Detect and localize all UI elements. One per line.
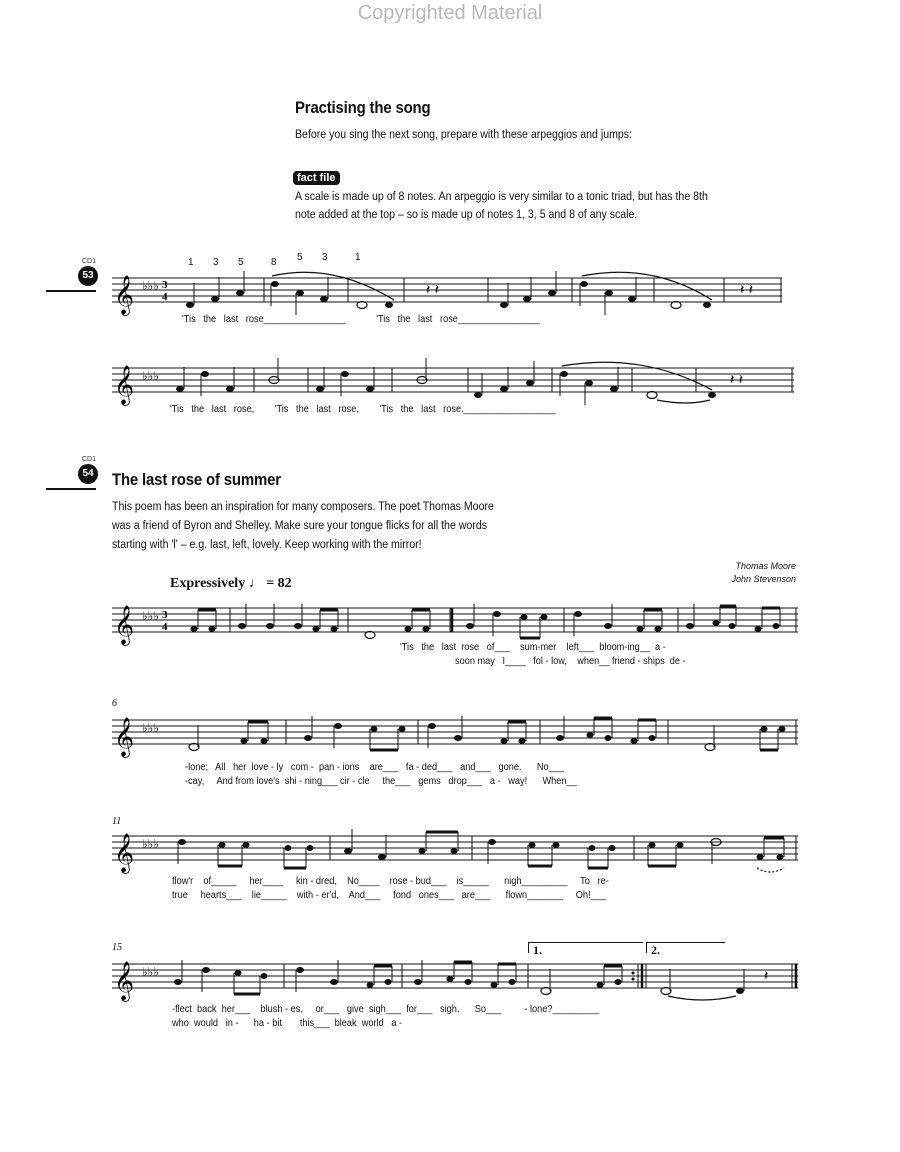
svg-text:♭♭♭: ♭♭♭ bbox=[142, 369, 159, 383]
svg-text:𝄞: 𝄞 bbox=[114, 833, 135, 873]
lyrics-arpeggio-2: 'Tis the last rose, 'Tis the last rose, 'Tis the last rose.__________________ bbox=[170, 404, 556, 415]
lyrics-system-1-verse-1: 'Tis the last rose of___ sum-mer left___ bloom-ing__ a - bbox=[400, 642, 666, 653]
svg-text:𝄽 𝄽: 𝄽 𝄽 bbox=[740, 282, 754, 298]
scale-degree: 5 bbox=[238, 257, 244, 268]
staff-arpeggio-1 bbox=[112, 268, 782, 318]
section-title-practising: Practising the song bbox=[295, 98, 431, 117]
svg-text:𝄞: 𝄞 bbox=[114, 961, 135, 1001]
scale-degree: 8 bbox=[271, 257, 277, 268]
svg-text:3: 3 bbox=[162, 609, 168, 621]
svg-text:♭♭♭: ♭♭♭ bbox=[142, 609, 159, 623]
scale-degree: 1 bbox=[355, 252, 361, 263]
lyrics-system-3-verse-1: flow'r of_____ her____ kin - dred, No____ rose - bud___ is_____ nigh_________ To re- bbox=[172, 876, 609, 887]
lyrics-system-2-verse-2: -cay, And from love's shi - ning___ cir - cle the___ gems drop___ a - way! When__ bbox=[185, 776, 577, 787]
cd-disc-icon: 54 bbox=[78, 464, 98, 484]
credit-composer: John Stevenson bbox=[731, 574, 796, 584]
lyrics-system-4-verse-1: -flect back her___ blush - es, or___ give sigh___ for___ sigh. So___ - lone?_________ bbox=[172, 1004, 599, 1015]
svg-text:𝄽 𝄽: 𝄽 𝄽 bbox=[426, 282, 440, 298]
credit-lyricist: Thomas Moore bbox=[735, 561, 796, 571]
divider-rule bbox=[46, 488, 96, 490]
svg-text:3: 3 bbox=[162, 279, 168, 291]
tempo-marking: Expressively ♩ = 82 bbox=[170, 576, 292, 591]
measure-number: 11 bbox=[112, 816, 122, 827]
cd-disc-icon: 53 bbox=[78, 266, 98, 286]
svg-text:4: 4 bbox=[162, 291, 168, 303]
lyrics-system-3-verse-2: true hearts___ lie_____ with - er'd, And___ fond ones___ are___ flown_______ Oh!___ bbox=[172, 890, 606, 901]
scale-degree: 3 bbox=[213, 257, 219, 268]
svg-text:𝄞: 𝄞 bbox=[114, 605, 135, 645]
measure-number: 6 bbox=[112, 698, 117, 709]
svg-text:♭♭♭: ♭♭♭ bbox=[142, 965, 159, 979]
fact-file-line2: note added at the top – so is made up of notes 1, 3, 5 and 8 of any scale. bbox=[295, 209, 638, 221]
svg-text:♭♭♭: ♭♭♭ bbox=[142, 837, 159, 851]
svg-text:𝄞: 𝄞 bbox=[114, 275, 135, 315]
svg-text:♭♭♭: ♭♭♭ bbox=[142, 279, 159, 293]
staff-song-2 bbox=[112, 710, 798, 760]
cd-label: CD1 bbox=[82, 258, 97, 265]
measure-number: 15 bbox=[112, 942, 122, 953]
section-intro: Before you sing the next song, prepare with these arpeggios and jumps: bbox=[295, 129, 633, 141]
description-line1: This poem has been an inspiration for many composers. The poet Thomas Moore bbox=[112, 501, 494, 513]
lyrics-arpeggio-1: 'Tis the last rose________________ 'Tis the last rose________________ bbox=[182, 314, 540, 325]
svg-text:𝄞: 𝄞 bbox=[114, 717, 135, 757]
first-ending-bracket: 1. bbox=[528, 942, 643, 953]
section-title-last-rose: The last rose of summer bbox=[112, 470, 281, 489]
svg-text:𝄽: 𝄽 bbox=[764, 968, 769, 984]
copyright-watermark: Copyrighted Material bbox=[357, 2, 543, 24]
fact-file-badge: fact file bbox=[293, 171, 340, 185]
staff-song-3 bbox=[112, 826, 798, 878]
staff-song-4 bbox=[112, 954, 798, 1004]
scale-degree: 5 bbox=[297, 252, 303, 263]
lyrics-system-1-verse-2: soon may I____ fol - low, when__ friend - ships de - bbox=[455, 656, 686, 667]
lyrics-system-4-verse-2: who would in - ha - bit this___ bleak world a - bbox=[172, 1018, 403, 1029]
lyrics-system-2-verse-1: -lone; All her love - ly com - pan - ions are___ fa - ded___ and___ gone. No___ bbox=[185, 762, 564, 773]
svg-text:𝄽 𝄽: 𝄽 𝄽 bbox=[730, 372, 744, 388]
fact-file-line1: A scale is made up of 8 notes. An arpeggio is very similar to a tonic triad, but has the 8th bbox=[295, 191, 708, 203]
svg-text:4: 4 bbox=[162, 621, 168, 633]
staff-song-1 bbox=[112, 598, 798, 648]
divider-rule bbox=[46, 290, 96, 292]
second-ending-bracket: 2. bbox=[646, 942, 725, 953]
scale-degree: 3 bbox=[322, 252, 328, 263]
staff-arpeggio-2 bbox=[112, 358, 794, 408]
scale-degree: 1 bbox=[188, 257, 194, 268]
svg-text:♭♭♭: ♭♭♭ bbox=[142, 721, 159, 735]
description-line3: starting with 'l' – e.g. last, left, lovely. Keep working with the mirror! bbox=[112, 539, 422, 551]
description-line2: was a friend of Byron and Shelley. Make sure your tongue flicks for all the words bbox=[112, 520, 488, 532]
svg-text:𝄞: 𝄞 bbox=[114, 365, 135, 405]
cd-label: CD1 bbox=[82, 456, 97, 463]
